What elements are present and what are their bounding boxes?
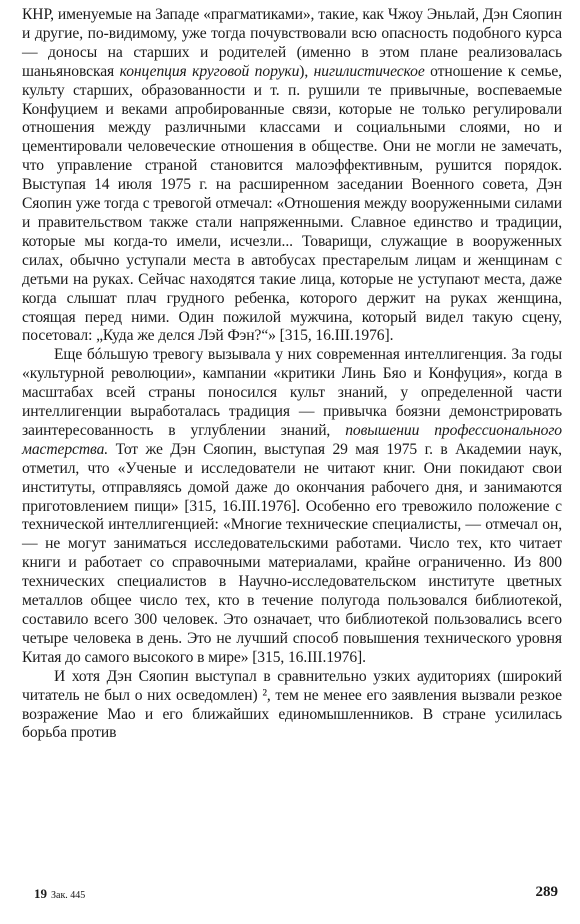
paragraph <box>22 6 562 346</box>
text-run: И хотя Дэн Сяопин выступал в сравнительно узких аудиториях (широкий читатель не был о них осведомлен) ², тем не менее его заявления вызвали резкое возражение Мао и его ближайших единомышленников. В стране усилилась борьба против <box>22 667 562 742</box>
page-footer <box>22 884 562 908</box>
paragraph <box>22 668 562 744</box>
italic-text: нигилистическое <box>313 62 425 80</box>
page-body <box>22 6 562 743</box>
signature-order: Зак. 445 <box>51 890 86 901</box>
text-run: Еще бóльшую тревогу вызывала у них современная интеллигенция. За годы «культурной революции», кампании «критики Линь Бяо и Конфуция», когда в масштабах всей страны поносился культ знаний, у определенной части интеллигенции выработалась традиция — привычка боязни демонстрировать заинтересованность в углублении знаний, <box>22 346 562 439</box>
text-run: отношение к семье, культу старших, образованности и т. п. рушили те привычные, воспеваемые Конфуцием и веками апробированные связи, которые не только регулировали отношения между различными классами и социальными слоями, но и цементировали человеческие отношения в обществе. Они не могли не замечать, что управление страной становится малоэффективным, рушится порядок. Выступая 14 июля 1975 г. на расширенном заседании Военного совета, Дэн Сяопин уже тогда с тревогой отмечал: «Отношения между вооруженными силами и правительством также стали напряженными. Славное единство и традиции, которые мы когда-то имели, исчезли... Товарищи, служащие в вооруженных силах, обычно уступали места в автобусах престарелым лицам и женщинам с детьми на руках. Сейчас находятся такие лица, которые не уступают места, даже когда слышат плач грудного ребенка, которого держит на руках женщина, стоящая перед ними. Один пожилой мужчина, который видел такую сцену, посетовал: „Куда же делся Лэй Фэн?“» [315, 16.III.1976]. <box>22 62 562 345</box>
paragraph <box>22 346 562 667</box>
text-run: КНР, именуемые на Западе «прагматиками», такие, как Чжоу Эньлай, Дэн Сяопин и другие, по-видимому, уже тогда почувствовали всю опасность подобного курса — доносы на старших и родителей (именно в этом плане реализовалась шаньяновская <box>22 6 562 80</box>
text-run: Тот же Дэн Сяопин, выступая 29 мая 1975 г. в Академии наук, отметил, что «Ученые и исследователи не читают книг. Они покидают свои институты, отправляясь домой даже до окончания рабочего дня, и занимаются приготовлением пищи» [315, 16.III.1976]. Особенно его тревожило положение с технической интеллигенцией: «Многие технические специалисты, — отмечал он, — не могут заниматься исследовательскими работами. Число тех, кто читает книги и работает со справочными материалами, крайне ограниченно. Из 800 технических специалистов в Научно-исследовательском институте цветных металлов общее число тех, кто в течение полугода пользовался библиотекой, составило всего 300 человек. Это означает, что библиотекой пользовались всего четыре человека в день. Это не лучший способ повышения технического уровня Китая до самого высокого в мире» [315, 16.III.1976]. <box>22 440 562 666</box>
italic-text: повышении профессионального мастерства. <box>22 421 562 458</box>
page-number: 289 <box>535 884 558 900</box>
signature-number: 19 <box>34 886 47 901</box>
text-run: ), <box>299 62 314 80</box>
italic-text: концепция круговой поруки <box>119 62 300 80</box>
printer-signature <box>34 886 85 902</box>
